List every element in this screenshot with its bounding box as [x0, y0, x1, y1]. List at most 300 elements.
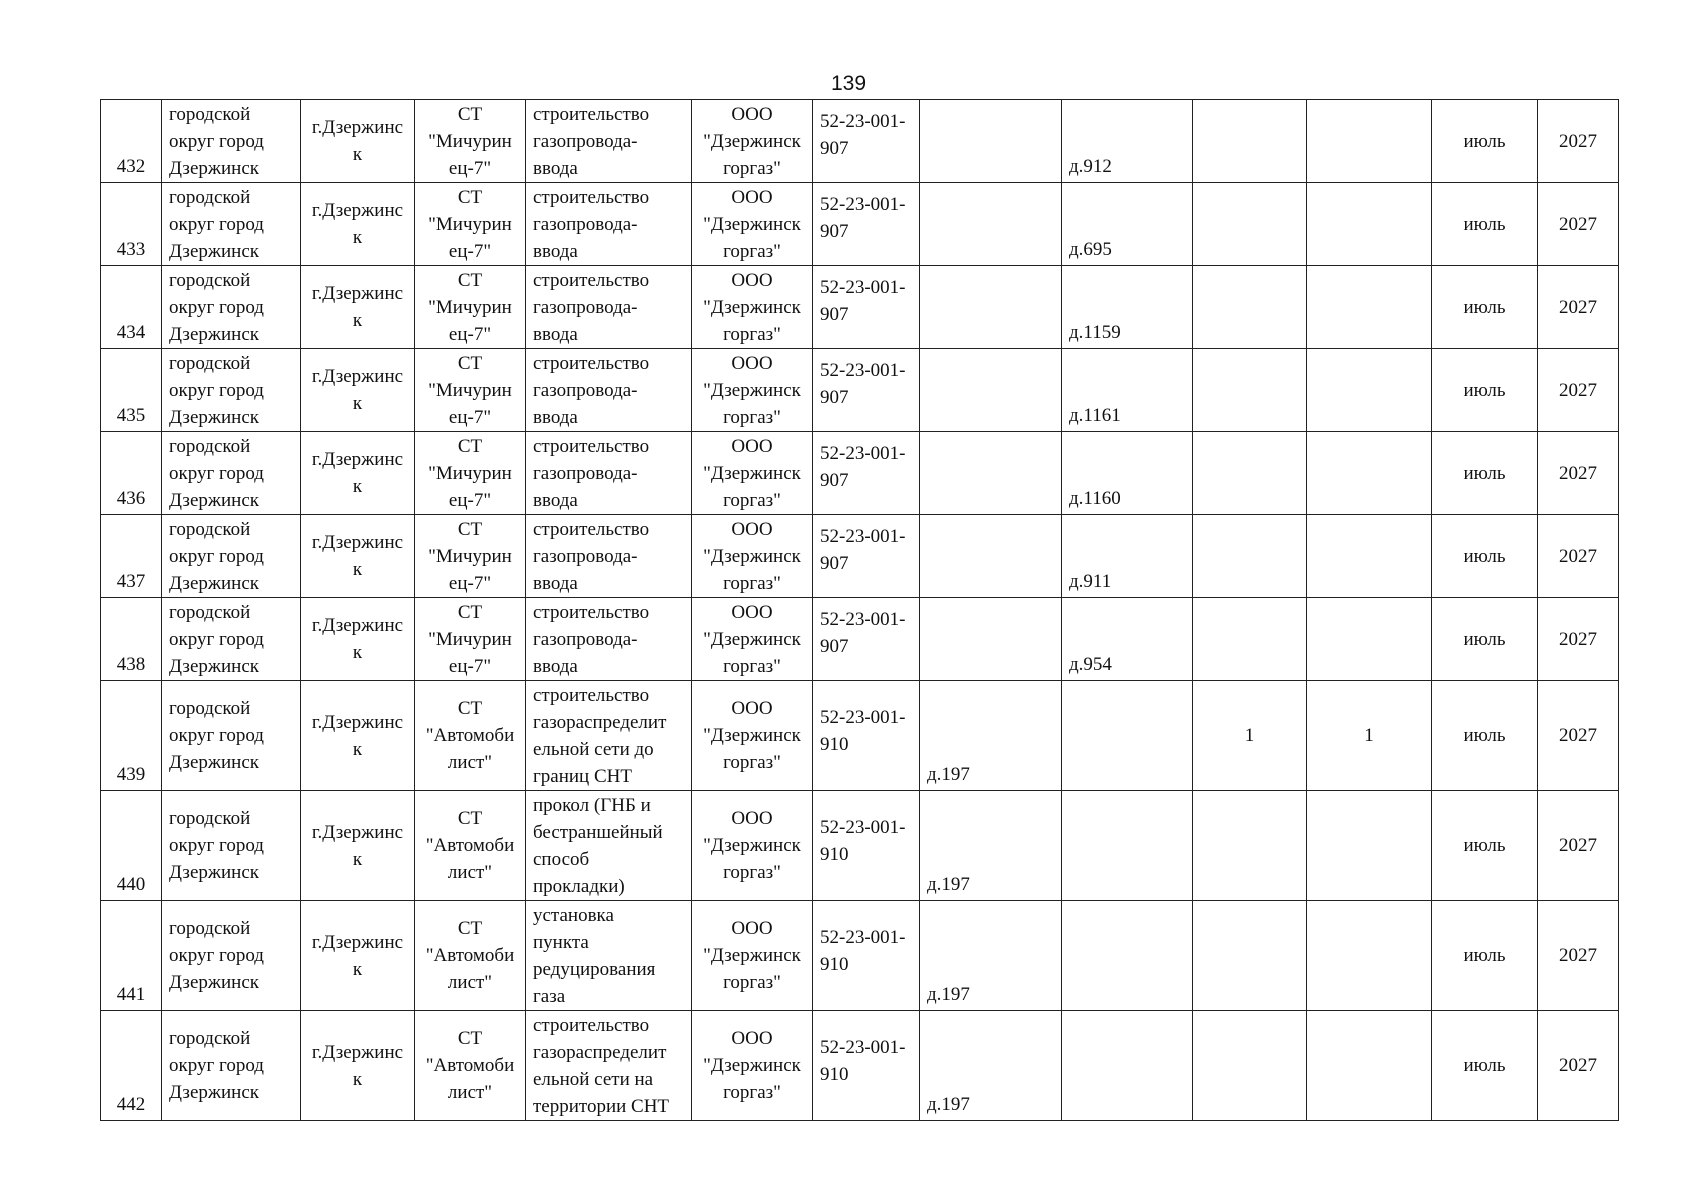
table-row [101, 349, 1619, 432]
building-cell [920, 266, 1062, 349]
snt-cell [415, 349, 526, 432]
work-description-line: ввода [533, 157, 578, 179]
city-line: к [352, 476, 363, 497]
snt-cell [415, 183, 526, 266]
cadastral-code-cell [813, 515, 920, 598]
row-number-text: 437 [116, 571, 146, 592]
cadastral-code-line: 52-23-001- [820, 360, 906, 381]
municipality-line: Дзержинск [169, 1082, 259, 1103]
work-description-line: строительство [533, 103, 650, 125]
municipality-line: округ город [169, 130, 264, 152]
building-cell [920, 100, 1062, 183]
house-cell [1062, 432, 1193, 515]
organization-line: горгаз" [723, 406, 781, 428]
work-description-cell [526, 183, 692, 266]
house-cell [1062, 515, 1193, 598]
work-description-cell [526, 598, 692, 681]
city-line: к [352, 848, 363, 870]
work-description-line: бестраншейный [533, 821, 663, 843]
work-description-line: ельной сети на [533, 1068, 654, 1090]
cadastral-code-line: 910 [820, 1063, 849, 1085]
municipality-line: округ город [169, 545, 264, 567]
row-number-cell [101, 901, 162, 1011]
organization-line: ООО [731, 698, 773, 719]
work-description-line: строительство [533, 601, 650, 623]
snt-line: "Мичурин [428, 213, 512, 235]
municipality-line: городской [169, 269, 251, 291]
snt-line: лист" [447, 752, 493, 773]
building-text: д.197 [927, 764, 970, 785]
row-number-text: 439 [116, 764, 146, 785]
municipality-line: округ город [169, 628, 264, 650]
snt-cell [415, 432, 526, 515]
work-description-line: установка [533, 904, 614, 926]
quantity-1-cell [1193, 183, 1307, 266]
city-line: г.Дзержинс [311, 821, 404, 843]
quantity-1-cell [1193, 681, 1307, 791]
year-cell [1538, 791, 1619, 901]
organization-line: горгаз" [723, 972, 781, 993]
organization-line: "Дзержинск [703, 628, 801, 650]
snt-line: лист" [447, 972, 493, 993]
month-text: июль [1463, 462, 1506, 484]
snt-cell [415, 791, 526, 901]
organization-line: горгаз" [723, 1082, 781, 1103]
month-cell [1432, 266, 1538, 349]
organization-line: горгаз" [723, 655, 781, 677]
year-text: 2027 [1559, 296, 1597, 318]
snt-line: лист" [447, 862, 493, 883]
snt-line: "Автомоби [425, 835, 515, 856]
municipality-cell [162, 1011, 301, 1121]
work-description-line: газопровода- [533, 462, 638, 484]
municipality-line: округ город [169, 296, 264, 318]
work-description-cell [526, 100, 692, 183]
month-cell [1432, 901, 1538, 1011]
organization-line: горгаз" [723, 157, 781, 179]
snt-line: СТ [457, 918, 483, 939]
building-text: д.197 [927, 984, 970, 1005]
municipality-line: городской [169, 435, 251, 457]
work-description-line: ввода [533, 323, 578, 345]
building-cell [920, 598, 1062, 681]
municipality-line: округ город [169, 213, 264, 235]
snt-line: "Автомоби [425, 945, 515, 966]
work-description-line: ввода [533, 406, 578, 428]
cadastral-code-cell [813, 266, 920, 349]
municipality-line: городской [169, 698, 251, 719]
table-row [101, 266, 1619, 349]
work-description-line: границ СНТ [533, 765, 632, 787]
year-cell [1538, 515, 1619, 598]
municipality-line: округ город [169, 462, 264, 484]
work-description-cell [526, 432, 692, 515]
house-cell [1062, 183, 1193, 266]
organization-cell [692, 598, 813, 681]
row-number-cell [101, 681, 162, 791]
house-text: д.911 [1069, 571, 1112, 592]
quantity-2-cell [1307, 432, 1432, 515]
snt-line: СТ [457, 698, 483, 719]
organization-line: горгаз" [723, 752, 781, 773]
quantity-1-cell [1193, 349, 1307, 432]
quantity-1-cell [1193, 266, 1307, 349]
cadastral-code-cell [813, 598, 920, 681]
house-cell [1062, 791, 1193, 901]
work-description-line: ввода [533, 655, 578, 677]
organization-line: горгаз" [723, 862, 781, 883]
cadastral-code-cell [813, 100, 920, 183]
snt-line: СТ [457, 269, 483, 291]
month-cell [1432, 681, 1538, 791]
row-number-text: 432 [116, 156, 146, 177]
month-text: июль [1463, 725, 1506, 746]
quantity-2-cell [1307, 598, 1432, 681]
organization-line: "Дзержинск [703, 296, 801, 318]
month-text: июль [1463, 945, 1506, 966]
city-cell [301, 598, 415, 681]
city-line: к [352, 144, 363, 165]
table-row [101, 791, 1619, 901]
work-description-line: строительство [533, 1014, 650, 1036]
month-text: июль [1463, 1055, 1506, 1076]
organization-line: ООО [731, 186, 773, 208]
quantity-1-cell [1193, 791, 1307, 901]
row-number-text: 433 [116, 239, 146, 260]
row-number-text: 434 [116, 322, 146, 343]
year-cell [1538, 266, 1619, 349]
row-number-text: 440 [116, 874, 146, 895]
cadastral-code-line: 907 [820, 221, 849, 242]
month-text: июль [1463, 213, 1506, 235]
cadastral-code-cell [813, 349, 920, 432]
work-description-line: ввода [533, 240, 578, 262]
city-cell [301, 266, 415, 349]
work-description-line: газораспределит [533, 1041, 667, 1063]
municipality-line: городской [169, 808, 251, 829]
municipality-line: городской [169, 103, 251, 125]
month-text: июль [1463, 379, 1506, 401]
snt-line: ец-7" [448, 572, 492, 594]
month-text: июль [1463, 628, 1506, 650]
cadastral-code-line: 52-23-001- [820, 194, 906, 215]
snt-line: "Автомоби [425, 1055, 515, 1076]
snt-line: "Мичурин [428, 628, 512, 650]
organization-line: горгаз" [723, 323, 781, 345]
city-line: к [352, 227, 363, 248]
city-line: к [352, 642, 363, 663]
quantity-1-cell [1193, 432, 1307, 515]
quantity-2-cell [1307, 901, 1432, 1011]
organization-line: "Дзержинск [703, 130, 801, 152]
work-description-line: газопровода- [533, 545, 638, 567]
year-text: 2027 [1559, 130, 1597, 152]
building-text: д.197 [927, 874, 970, 895]
month-cell [1432, 349, 1538, 432]
month-cell [1432, 598, 1538, 681]
organization-cell [692, 349, 813, 432]
organization-line: "Дзержинск [703, 462, 801, 484]
snt-line: СТ [457, 601, 483, 623]
cadastral-code-line: 52-23-001- [820, 706, 906, 728]
year-text: 2027 [1559, 462, 1597, 484]
house-cell [1062, 901, 1193, 1011]
quantity-2-cell [1307, 266, 1432, 349]
work-description-line: территории СНТ [533, 1095, 670, 1117]
municipality-line: городской [169, 601, 251, 623]
cadastral-code-line: 910 [820, 733, 849, 755]
snt-line: СТ [457, 1028, 483, 1049]
municipality-cell [162, 183, 301, 266]
organization-line: ООО [731, 269, 773, 291]
cadastral-code-line: 52-23-001- [820, 526, 906, 547]
cadastral-code-line: 52-23-001- [820, 816, 906, 838]
city-line: г.Дзержинс [311, 117, 404, 138]
month-cell [1432, 1011, 1538, 1121]
year-text: 2027 [1559, 628, 1597, 650]
cadastral-code-line: 52-23-001- [820, 609, 906, 630]
work-description-line: прокол (ГНБ и [533, 794, 651, 816]
cadastral-code-cell [813, 432, 920, 515]
municipality-cell [162, 100, 301, 183]
organization-line: "Дзержинск [703, 545, 801, 567]
quantity-2-cell [1307, 515, 1432, 598]
work-description-line: ввода [533, 489, 578, 511]
month-text: июль [1463, 296, 1506, 318]
quantity-1-cell [1193, 515, 1307, 598]
cadastral-code-line: 907 [820, 138, 849, 159]
city-line: г.Дзержинс [311, 283, 404, 304]
cadastral-code-line: 52-23-001- [820, 443, 906, 464]
snt-line: ец-7" [448, 240, 492, 262]
snt-line: "Мичурин [428, 462, 512, 484]
house-text: д.1161 [1069, 405, 1121, 426]
municipality-cell [162, 432, 301, 515]
cadastral-code-line: 907 [820, 636, 849, 657]
work-description-line: строительство [533, 518, 650, 540]
organization-line: "Дзержинск [703, 379, 801, 401]
municipality-line: городской [169, 518, 251, 540]
work-description-cell [526, 901, 692, 1011]
municipality-line: округ город [169, 725, 264, 746]
building-cell [920, 183, 1062, 266]
house-text: д.954 [1069, 654, 1112, 675]
work-description-cell [526, 681, 692, 791]
municipality-cell [162, 681, 301, 791]
work-description-line: газопровода- [533, 213, 638, 235]
city-line: к [352, 738, 363, 760]
table-row [101, 432, 1619, 515]
year-cell [1538, 100, 1619, 183]
year-cell [1538, 598, 1619, 681]
cadastral-code-cell [813, 1011, 920, 1121]
snt-line: СТ [457, 352, 483, 374]
work-description-line: строительство [533, 435, 650, 457]
organization-cell [692, 100, 813, 183]
organization-cell [692, 432, 813, 515]
page-number: 139 [830, 72, 867, 95]
city-cell [301, 515, 415, 598]
city-line: г.Дзержинс [311, 711, 404, 733]
snt-line: СТ [457, 103, 483, 125]
row-number-cell [101, 183, 162, 266]
quantity-2-text: 1 [1364, 725, 1374, 746]
cadastral-code-line: 907 [820, 387, 849, 408]
cadastral-code-cell [813, 901, 920, 1011]
house-text: д.1159 [1069, 322, 1121, 343]
organization-cell [692, 901, 813, 1011]
snt-line: ец-7" [448, 655, 492, 677]
work-description-cell [526, 515, 692, 598]
row-number-text: 436 [116, 488, 146, 509]
municipality-line: городской [169, 186, 251, 208]
snt-line: ец-7" [448, 406, 492, 428]
city-line: г.Дзержинс [311, 931, 404, 953]
organization-line: горгаз" [723, 240, 781, 262]
municipality-line: Дзержинск [169, 489, 259, 511]
year-text: 2027 [1559, 725, 1597, 746]
quantity-2-cell [1307, 100, 1432, 183]
house-cell [1062, 681, 1193, 791]
month-cell [1432, 100, 1538, 183]
snt-cell [415, 100, 526, 183]
municipality-line: городской [169, 352, 251, 374]
city-line: г.Дзержинс [311, 449, 404, 470]
municipality-line: Дзержинск [169, 862, 259, 883]
quantity-2-cell [1307, 681, 1432, 791]
city-cell [301, 791, 415, 901]
organization-cell [692, 1011, 813, 1121]
city-line: г.Дзержинс [311, 1041, 404, 1063]
cadastral-code-line: 52-23-001- [820, 111, 906, 132]
organization-line: ООО [731, 1028, 773, 1049]
city-line: г.Дзержинс [311, 532, 404, 553]
quantity-1-cell [1193, 1011, 1307, 1121]
cadastral-code-line: 907 [820, 470, 849, 491]
month-text: июль [1463, 835, 1506, 856]
row-number-cell [101, 598, 162, 681]
municipality-line: округ город [169, 379, 264, 401]
organization-cell [692, 681, 813, 791]
work-description-line: газораспределит [533, 711, 667, 733]
work-description-cell [526, 349, 692, 432]
work-description-cell [526, 791, 692, 901]
city-cell [301, 681, 415, 791]
snt-line: "Автомоби [425, 725, 515, 746]
snt-cell [415, 598, 526, 681]
table-row [101, 515, 1619, 598]
municipality-line: Дзержинск [169, 406, 259, 428]
city-cell [301, 1011, 415, 1121]
organization-line: горгаз" [723, 572, 781, 594]
city-line: г.Дзержинс [311, 200, 404, 221]
house-cell [1062, 100, 1193, 183]
city-cell [301, 901, 415, 1011]
organization-line: "Дзержинск [703, 945, 801, 966]
house-cell [1062, 1011, 1193, 1121]
work-description-line: строительство [533, 684, 650, 706]
row-number-cell [101, 100, 162, 183]
cadastral-code-cell [813, 681, 920, 791]
year-text: 2027 [1559, 379, 1597, 401]
building-cell [920, 432, 1062, 515]
snt-line: ец-7" [448, 157, 492, 179]
house-cell [1062, 349, 1193, 432]
snt-line: СТ [457, 808, 483, 829]
city-cell [301, 432, 415, 515]
work-description-line: строительство [533, 269, 650, 291]
building-cell [920, 1011, 1062, 1121]
row-number-text: 442 [116, 1094, 146, 1115]
cadastral-code-line: 910 [820, 953, 849, 975]
organization-line: ООО [731, 435, 773, 457]
municipality-line: городской [169, 1028, 251, 1049]
work-description-line: строительство [533, 352, 650, 374]
table-row [101, 598, 1619, 681]
organization-line: ООО [731, 918, 773, 939]
month-text: июль [1463, 130, 1506, 152]
building-cell [920, 515, 1062, 598]
municipality-line: Дзержинск [169, 323, 259, 345]
year-cell [1538, 901, 1619, 1011]
row-number-cell [101, 432, 162, 515]
month-text: июль [1463, 545, 1506, 567]
house-text: д.695 [1069, 239, 1112, 260]
municipality-line: Дзержинск [169, 572, 259, 594]
work-description-line: редуцирования [533, 958, 656, 980]
snt-line: ец-7" [448, 323, 492, 345]
municipality-line: округ город [169, 1055, 264, 1076]
year-cell [1538, 1011, 1619, 1121]
house-text: д.1160 [1069, 488, 1121, 509]
snt-line: СТ [457, 518, 483, 540]
cadastral-code-line: 52-23-001- [820, 277, 906, 298]
quantity-2-cell [1307, 791, 1432, 901]
house-text: д.912 [1069, 156, 1112, 177]
snt-line: СТ [457, 186, 483, 208]
municipality-line: Дзержинск [169, 157, 259, 179]
table-row [101, 183, 1619, 266]
work-description-line: прокладки) [533, 875, 625, 897]
year-text: 2027 [1559, 213, 1597, 235]
snt-cell [415, 266, 526, 349]
city-line: к [352, 1068, 363, 1090]
building-text: д.197 [927, 1094, 970, 1115]
organization-line: "Дзержинск [703, 725, 801, 746]
year-text: 2027 [1559, 545, 1597, 567]
snt-line: "Мичурин [428, 296, 512, 318]
municipality-cell [162, 266, 301, 349]
row-number-cell [101, 266, 162, 349]
quantity-2-cell [1307, 1011, 1432, 1121]
organization-line: ООО [731, 601, 773, 623]
work-description-line: строительство [533, 186, 650, 208]
organization-line: ООО [731, 352, 773, 374]
building-cell [920, 791, 1062, 901]
cadastral-code-cell [813, 791, 920, 901]
quantity-2-cell [1307, 349, 1432, 432]
month-cell [1432, 432, 1538, 515]
city-cell [301, 183, 415, 266]
snt-line: лист" [447, 1082, 493, 1103]
year-cell [1538, 432, 1619, 515]
table-body [101, 100, 1619, 1121]
cadastral-code-line: 907 [820, 553, 849, 574]
year-text: 2027 [1559, 945, 1597, 966]
city-cell [301, 349, 415, 432]
row-number-cell [101, 515, 162, 598]
table-row [101, 1011, 1619, 1121]
